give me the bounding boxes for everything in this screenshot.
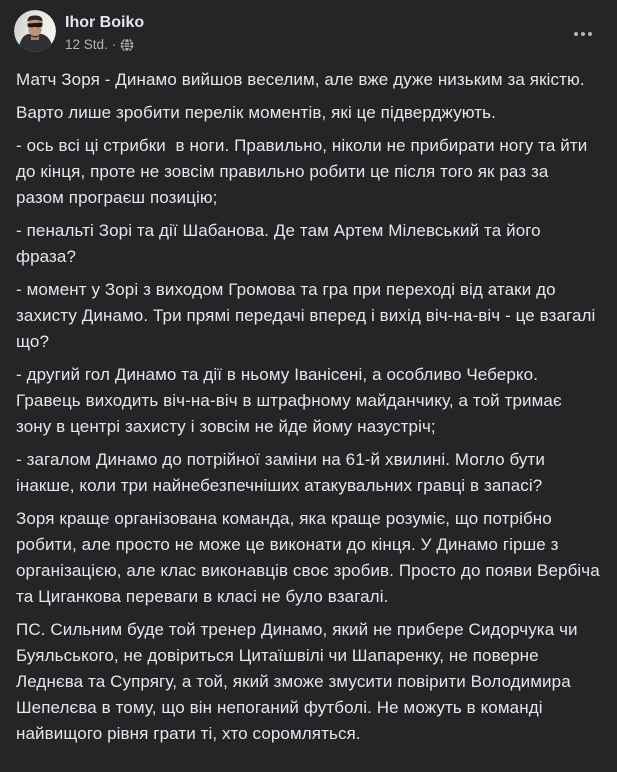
post-paragraph: Матч Зоря - Динамо вийшов веселим, але вже дуже низьким за якістю. (16, 70, 585, 89)
post-paragraph: - другий гол Динамо та дії в ньому Іванісені, а особливо Чеберко. Гравець виходить віч-на-віч в штрафному майданчику, а той тримає зону в центрі захисту і зовсім не йде йому назустріч; (16, 365, 567, 436)
post-paragraph: - ось всі ці стрибки в ноги. Правильно, ніколи не прибирати ногу та йти до кінця, проте не зовсім правильно робити це після того як раз за разом програєш позицію; (16, 136, 593, 207)
author-name[interactable]: Ihor Boiko (65, 14, 145, 31)
meta-separator: · (111, 37, 117, 52)
post-paragraph: - загалом Динамо до потрійної заміни на 61-й хвилині. Могло бути інакше, коли три найнебезпечніших атакувальних гравці в запасі? (16, 450, 550, 495)
post-paragraph: Зоря краще організована команда, яка краще розуміє, що потрібно робити, але просто не може це виконати до кінця. У Динамо гірше з організацією, але клас виконавців своє зробив. Просто до появи Вербіча та Циганкова переваги в класі не було взагалі. (16, 509, 605, 606)
post-text (0, 53, 617, 747)
more-options-button[interactable] (565, 22, 601, 46)
author-avatar[interactable] (14, 10, 56, 52)
globe-icon (120, 38, 134, 52)
post-header (0, 0, 617, 53)
post-paragraph: ПС. Сильним буде той тренер Динамо, який не прибере Сидорчука чи Буяльського, не довіриться Цитаїшвілі чи Шапаренку, не поверне Леднєва та Супрягу, а той, який зможе змусити повірити Володимира Шепелєва в тому, що він непоганий футболі. Не можуть в команді найвищого рівня грати ті, хто соромляться. (16, 620, 583, 743)
post-paragraph: - момент у Зорі з виходом Громова та гра при переході від атаки до захисту Динамо. Три прямі передачі вперед і вихід віч-на-віч - це взагалі що? (16, 280, 601, 351)
post-paragraph: - пенальті Зорі та дії Шабанова. Де там Артем Мілевський та його фраза? (16, 221, 546, 266)
post-timestamp[interactable]: 12 Std. (65, 37, 108, 52)
post-header-info (65, 10, 565, 53)
post-paragraph: Варто лише зробити перелік моментів, які це підверджують. (16, 103, 496, 122)
ellipsis-icon (574, 32, 578, 36)
avatar-photo (14, 10, 56, 52)
post-meta (65, 36, 565, 53)
